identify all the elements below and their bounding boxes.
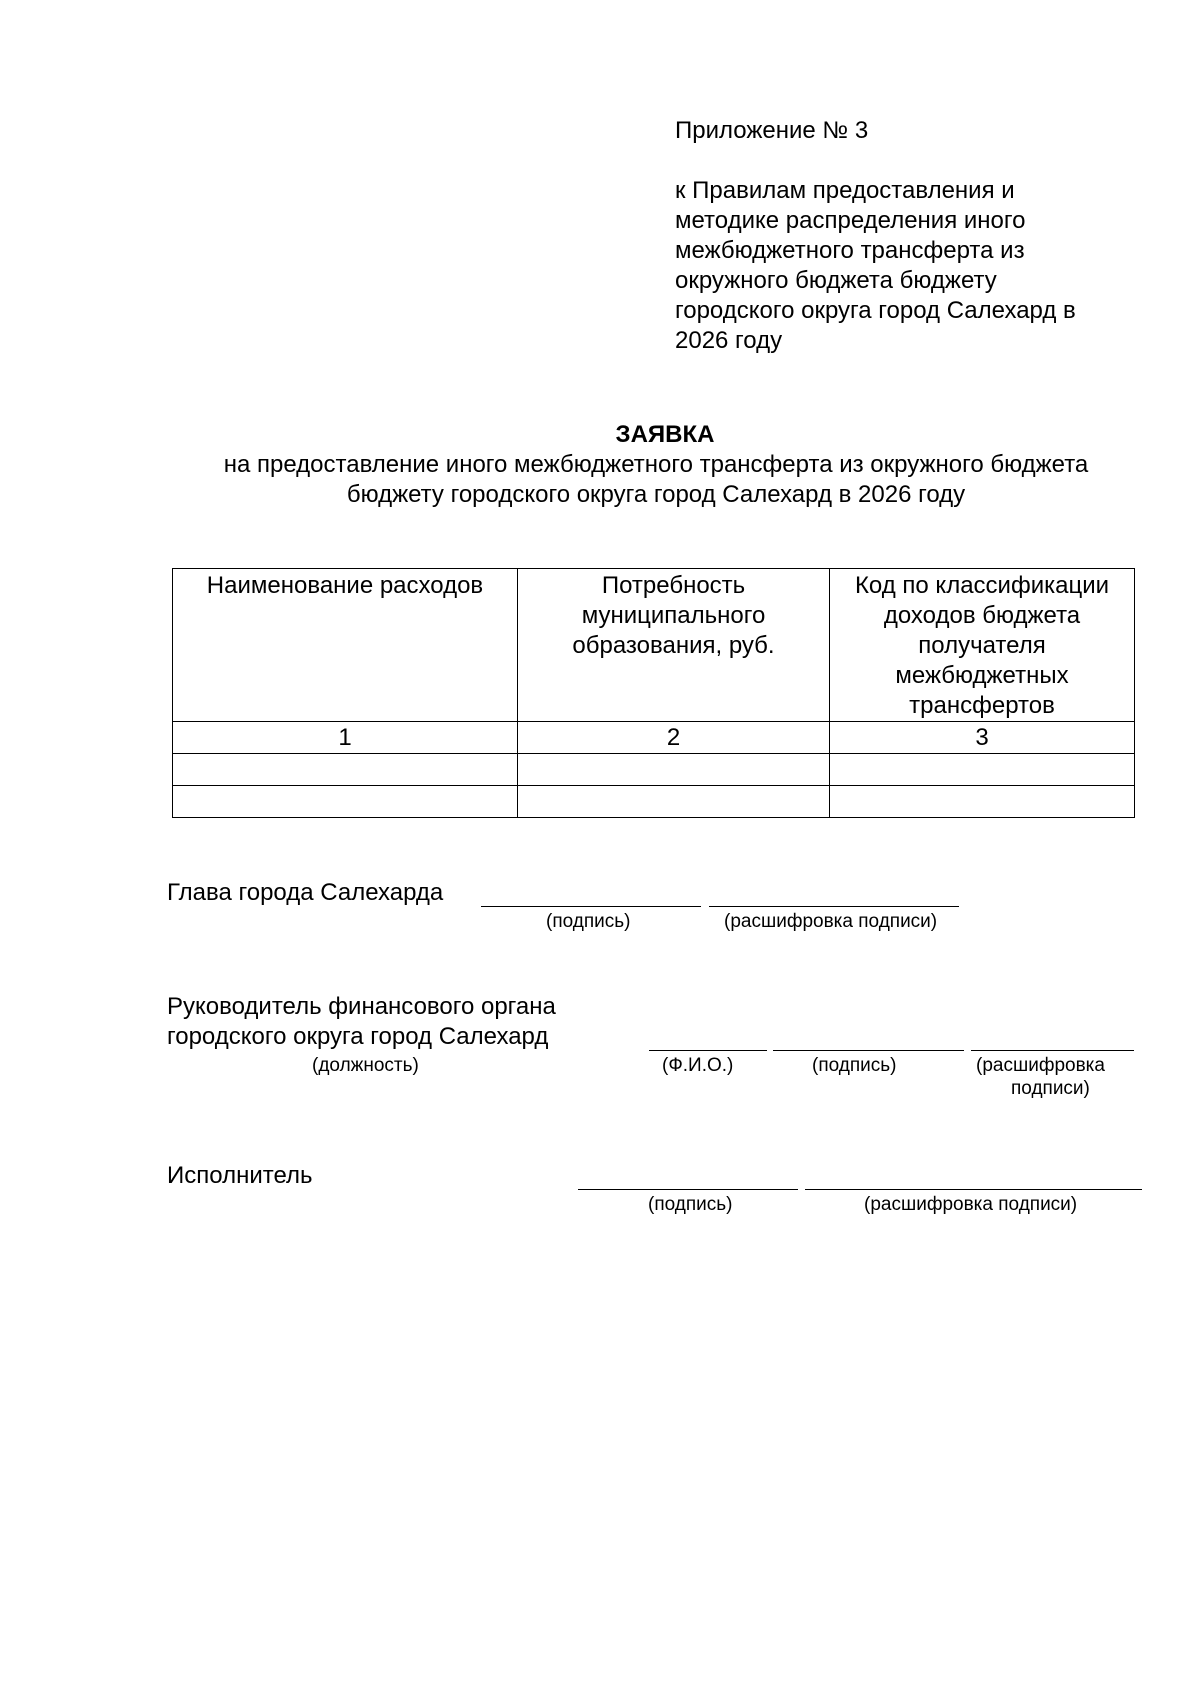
column-number: 3 xyxy=(830,722,1135,754)
finance-fio-line[interactable] xyxy=(649,1050,767,1051)
head-signature-hint: (подпись) xyxy=(546,911,631,932)
appendix-line: городского округа город Салехард в xyxy=(675,297,1076,324)
head-signature-line[interactable] xyxy=(481,906,701,907)
head-decoding-hint: (расшифровка подписи) xyxy=(724,911,938,932)
finance-signature-hint: (подпись) xyxy=(812,1055,897,1076)
table-cell[interactable] xyxy=(830,786,1135,818)
table-column-numbers-row xyxy=(173,722,1135,754)
table-cell[interactable] xyxy=(173,754,518,786)
appendix-line: 2026 году xyxy=(675,327,783,354)
appendix-line: окружного бюджета бюджету xyxy=(675,267,997,294)
executor-signature-hint: (подпись) xyxy=(648,1194,733,1215)
executor-signature-line[interactable] xyxy=(578,1189,798,1190)
table-header-row xyxy=(173,569,1135,722)
column-number: 1 xyxy=(173,722,518,754)
expenses-table xyxy=(172,568,1135,818)
appendix-number: Приложение № 3 xyxy=(675,117,869,144)
finance-head-label-line1: Руководитель финансового органа xyxy=(167,993,556,1020)
table-row xyxy=(173,786,1135,818)
finance-head-label-line2: городского округа город Салехард xyxy=(167,1023,549,1050)
finance-fio-hint: (Ф.И.О.) xyxy=(662,1055,734,1076)
header-expense-name: Наименование расходов xyxy=(173,569,518,722)
finance-decoding-line[interactable] xyxy=(971,1050,1134,1051)
appendix-line: межбюджетного трансферта из xyxy=(675,237,1025,264)
document-subtitle xyxy=(171,450,1141,510)
executor-decoding-hint: (расшифровка подписи) xyxy=(864,1194,1078,1215)
finance-position-hint: (должность) xyxy=(312,1055,419,1076)
document-title: ЗАЯВКА xyxy=(615,421,715,448)
table-cell[interactable] xyxy=(518,754,830,786)
table-cell[interactable] xyxy=(518,786,830,818)
column-number: 2 xyxy=(518,722,830,754)
subtitle-line: бюджету городского округа город Салехард в 2026 году xyxy=(346,481,966,508)
subtitle-line: на предоставление иного межбюджетного трансферта из окружного бюджета xyxy=(223,451,1089,478)
executor-label: Исполнитель xyxy=(167,1162,313,1189)
appendix-line: методике распределения иного xyxy=(675,207,1026,234)
header-municipal-need: Потребность муниципального образования, руб. xyxy=(518,569,830,722)
finance-signature-line[interactable] xyxy=(773,1050,964,1051)
head-decoding-line[interactable] xyxy=(709,906,959,907)
header-income-code: Код по классификации доходов бюджета получателя межбюджетных трансфертов xyxy=(830,569,1135,722)
appendix-description xyxy=(675,176,1145,356)
table-cell[interactable] xyxy=(173,786,518,818)
executor-decoding-line[interactable] xyxy=(805,1189,1142,1190)
table-cell[interactable] xyxy=(830,754,1135,786)
head-of-city-label: Глава города Салехарда xyxy=(167,879,444,906)
finance-decoding-hint-line2: подписи) xyxy=(1011,1078,1090,1099)
table-row xyxy=(173,754,1135,786)
appendix-line: к Правилам предоставления и xyxy=(675,177,1015,204)
finance-decoding-hint-line1: (расшифровка xyxy=(976,1055,1105,1076)
